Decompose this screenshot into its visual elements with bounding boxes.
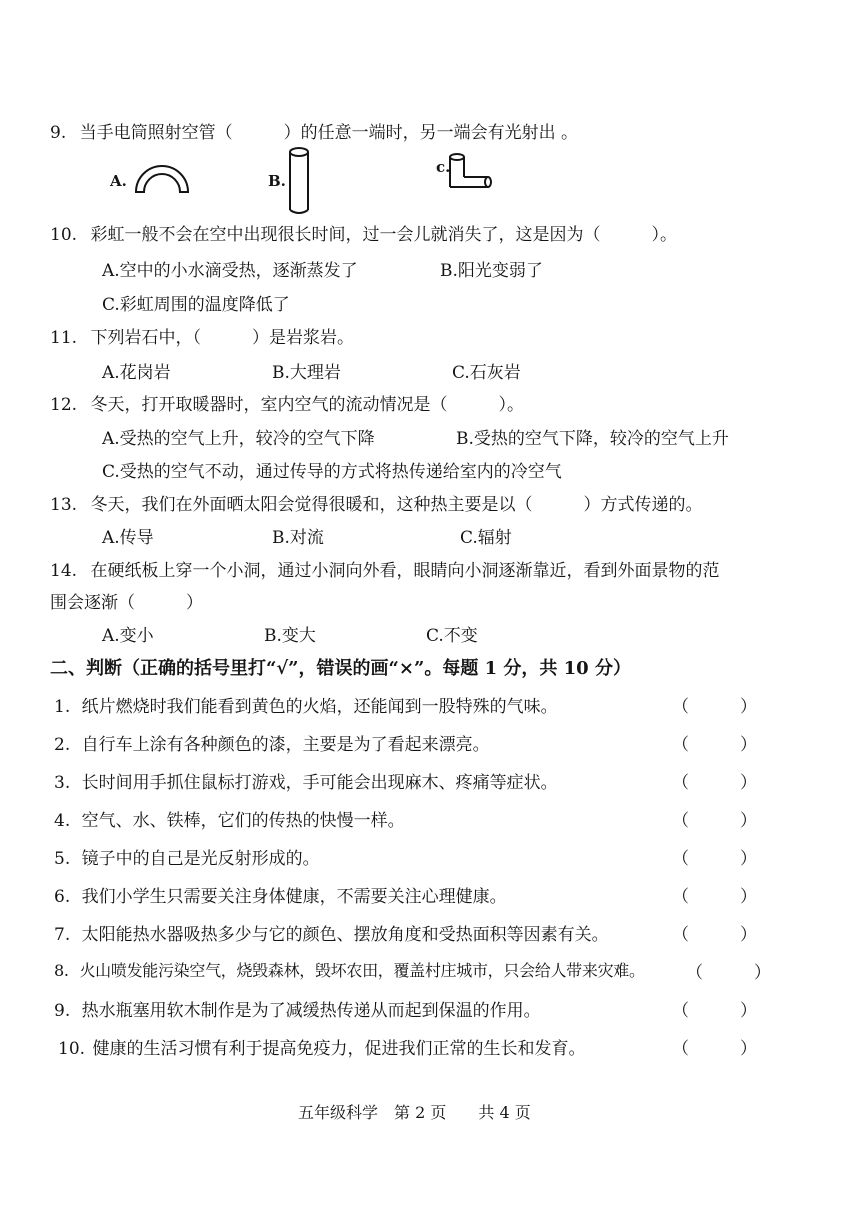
- option-b: B.大理岩: [272, 363, 341, 383]
- judgment-item-7: [54, 920, 609, 945]
- question-number: 10.: [50, 225, 78, 245]
- item-text: 太阳能热水器吸热多少与它的颜色、摆放角度和受热面积等因素有关。: [81, 925, 609, 945]
- item-number: 4.: [54, 811, 71, 831]
- question-12: [50, 390, 524, 415]
- item-text: 空气、水、铁棒，它们的传热的快慢一样。: [81, 811, 405, 831]
- item-text: 热水瓶塞用软木制作是为了减缓热传递从而起到保温的作用。: [81, 1001, 541, 1021]
- answer-paren[interactable]: （ ）: [672, 811, 757, 831]
- item-text: 镜子中的自己是光反射形成的。: [81, 849, 320, 869]
- option-c: C.辐射: [460, 528, 512, 548]
- option-c: C.彩虹周围的温度降低了: [102, 295, 290, 315]
- judgment-item-3: [54, 768, 558, 793]
- question-stem: 冬天，打开取暖器时，室内空气的流动情况是（ ）。: [90, 395, 524, 415]
- option-a: A.受热的空气上升，较冷的空气下降: [102, 429, 375, 449]
- answer-paren[interactable]: （ ）: [672, 773, 757, 793]
- page-footer: 五年级科学 第 2 页 共 4 页: [298, 1103, 531, 1122]
- judgment-item-2: [54, 730, 490, 755]
- option-c: C.不变: [426, 626, 478, 646]
- item-text: 火山喷发能污染空气，烧毁森林，毁坏农田，覆盖村庄城市，只会给人带来灾难。: [79, 961, 645, 980]
- item-number: 5.: [54, 849, 71, 869]
- item-number: 1.: [54, 697, 71, 717]
- question-number: 9.: [50, 123, 67, 143]
- answer-paren[interactable]: （ ）: [672, 1001, 757, 1021]
- judgment-item-1: [54, 692, 558, 717]
- question-11: [50, 323, 354, 348]
- item-number: 2.: [54, 735, 71, 755]
- item-number: 7.: [54, 925, 71, 945]
- option-b: B.受热的空气下降，较冷的空气上升: [456, 429, 729, 449]
- item-text: 长时间用手抓住鼠标打游戏，手可能会出现麻木、疼痛等症状。: [81, 773, 558, 793]
- item-text: 纸片燃烧时我们能看到黄色的火焰，还能闻到一股特殊的气味。: [81, 697, 558, 717]
- question-number: 13.: [50, 495, 78, 515]
- answer-paren[interactable]: （ ）: [672, 925, 757, 945]
- question-number: 12.: [50, 395, 78, 415]
- answer-paren[interactable]: （ ）: [686, 963, 771, 983]
- option-c: C.石灰岩: [452, 363, 521, 383]
- judgment-item-8: [54, 958, 645, 981]
- question-stem: 彩虹一般不会在空中出现很长时间，过一会儿就消失了，这是因为（ ）。: [90, 225, 677, 245]
- option-b: B.变大: [264, 626, 316, 646]
- question-number: 14.: [50, 561, 78, 581]
- item-number: 3.: [54, 773, 71, 793]
- question-stem: 当手电筒照射空管（ ）的任意一端时，另一端会有光射出 。: [79, 123, 579, 143]
- question-stem-continued: 围会逐渐（ ）: [50, 593, 203, 613]
- answer-paren[interactable]: （ ）: [672, 849, 757, 869]
- item-number: 9.: [54, 1001, 71, 1021]
- section-title: 二、判断（正确的括号里打“√”，错误的画“×”。每题 1 分，共 10 分）: [50, 658, 631, 679]
- question-stem: 下列岩石中，（ ）是岩浆岩。: [90, 328, 354, 348]
- bent-tube-figure: [448, 152, 498, 192]
- question-number: 11.: [50, 328, 78, 348]
- item-text: 自行车上涂有各种颜色的漆，主要是为了看起来漂亮。: [81, 735, 490, 755]
- question-14: [50, 556, 719, 581]
- answer-paren[interactable]: （ ）: [672, 1039, 757, 1059]
- figure-label-a: A.: [110, 172, 127, 190]
- question-10: [50, 220, 677, 245]
- figure-label-c: c.: [436, 158, 451, 176]
- judgment-item-5: [54, 844, 320, 869]
- answer-paren[interactable]: （ ）: [672, 887, 757, 907]
- item-text: 我们小学生只需要关注身体健康，不需要关注心理健康。: [81, 887, 507, 907]
- option-a: A.传导: [102, 528, 154, 548]
- item-number: 10.: [58, 1039, 86, 1059]
- item-number: 6.: [54, 887, 71, 907]
- answer-paren[interactable]: （ ）: [672, 735, 757, 755]
- question-9: [50, 118, 578, 143]
- vertical-tube-figure: [288, 146, 312, 214]
- answer-paren[interactable]: （ ）: [672, 697, 757, 717]
- figure-label-b: B.: [268, 172, 286, 190]
- option-a: A.花岗岩: [102, 363, 171, 383]
- option-a: A.空中的小水滴受热，逐渐蒸发了: [102, 261, 358, 281]
- question-stem: 冬天，我们在外面晒太阳会觉得很暖和，这种热主要是以（ ）方式传递的。: [90, 495, 703, 515]
- arch-tube-figure: [132, 160, 192, 194]
- question-stem: 在硬纸板上穿一个小洞，通过小洞向外看，眼睛向小洞逐渐靠近，看到外面景物的范: [90, 561, 720, 581]
- judgment-item-4: [54, 806, 405, 831]
- item-text: 健康的生活习惯有利于提高免疫力，促进我们正常的生长和发育。: [92, 1039, 586, 1059]
- judgment-item-10: [58, 1034, 585, 1059]
- option-b: B.阳光变弱了: [440, 261, 543, 281]
- option-c: C.受热的空气不动，通过传导的方式将热传递给室内的冷空气: [102, 462, 562, 482]
- option-b: B.对流: [272, 528, 324, 548]
- option-a: A.变小: [102, 626, 154, 646]
- judgment-item-9: [54, 996, 541, 1021]
- question-13: [50, 490, 702, 515]
- judgment-item-6: [54, 882, 507, 907]
- item-number: 8.: [54, 961, 69, 980]
